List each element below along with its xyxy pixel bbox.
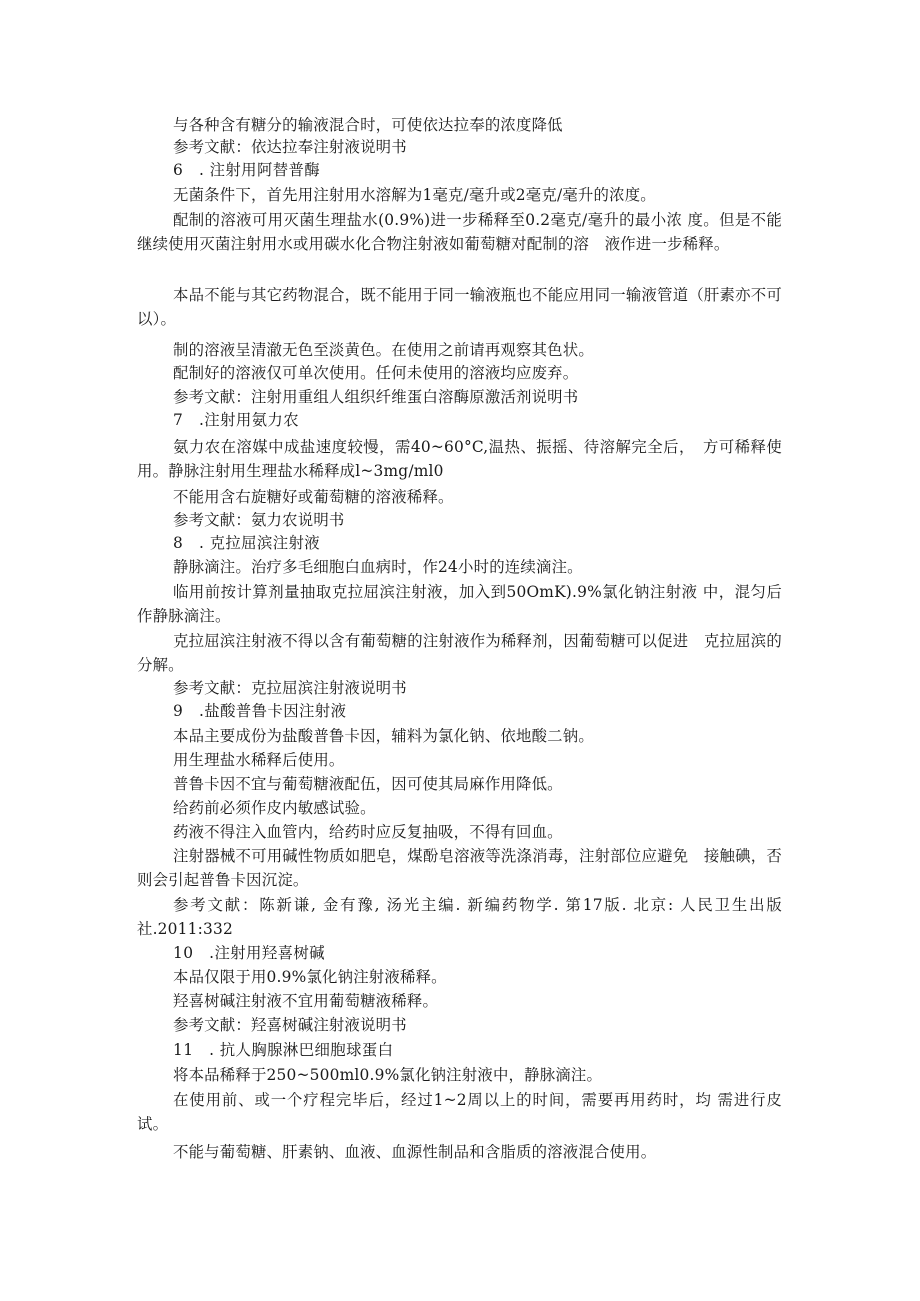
paragraph: 将本品稀释于250~500ml0.9%氯化钠注射液中，静脉滴注。 [173, 1066, 603, 1084]
paragraph: 在使用前、或一个疗程完毕后，经过1~2周以上的时间，需要再用药时，均 需进行皮试。 [137, 1091, 782, 1134]
paragraph: 临用前按计算剂量抽取克拉屈滨注射液，加入到50OmK).9%氯化钠注射液 中，混匀后作静脉滴注。 [137, 583, 782, 626]
section-heading: 10 .注射用羟喜树碱 [173, 944, 326, 962]
paragraph: 配制的溶液可用灭菌生理盐水(0.9%)进一步稀释至0.2毫克/毫升的最小浓 度。但是不能继续使用灭菌注射用水或用碳水化合物注射液如葡萄糖对配制的溶 液作进一步稀释。 [137, 211, 782, 254]
section-heading: 11 . 抗人胸腺淋巴细胞球蛋白 [173, 1041, 394, 1059]
paragraph: 注射器械不可用碱性物质如肥皂，煤酚皂溶液等洗涤消毒，注射部位应避免 接触碘，否则会引起普鲁卡因沉淀。 [137, 847, 782, 890]
paragraph: 氨力农在溶媒中成盐速度较慢，需40~60°C,温热、振摇、待溶解完全后， 方可稀释使用。静脉注射用生理盐水稀释成l~3mg/ml0 [137, 438, 782, 481]
section-heading: 9 .盐酸普鲁卡因注射液 [173, 702, 347, 720]
paragraph: 参考文献：羟喜树碱注射液说明书 [173, 1016, 407, 1034]
paragraph: 参考文献：克拉屈滨注射液说明书 [173, 679, 407, 697]
paragraph: 无菌条件下，首先用注射用水溶解为1毫克/毫升或2毫克/毫升的浓度。 [173, 186, 656, 204]
section-heading: 6 . 注射用阿替普酶 [173, 161, 321, 179]
paragraph: 用生理盐水稀释后使用。 [173, 751, 345, 769]
paragraph: 本品不能与其它药物混合，既不能用于同一输液瓶也不能应用同一输液管道（肝素亦不可以）。 [137, 286, 782, 329]
section-heading: 8 . 克拉屈滨注射液 [173, 534, 321, 552]
paragraph: 克拉屈滨注射液不得以含有葡萄糖的注射液作为稀释剂，因葡萄糖可以促进 克拉屈滨的分解。 [137, 632, 782, 675]
paragraph: 本品主要成份为盐酸普鲁卡因，辅料为氯化钠、依地酸二钠。 [173, 727, 594, 745]
paragraph: 不能与葡萄糖、肝素钠、血液、血源性制品和含脂质的溶液混合使用。 [173, 1143, 657, 1161]
paragraph: 药液不得注入血管内，给药时应反复抽吸，不得有回血。 [173, 823, 563, 841]
paragraph: 不能用含右旋糖好或葡萄糖的溶液稀释。 [173, 488, 454, 506]
paragraph: 配制好的溶液仅可单次使用。任何未使用的溶液均应废弃。 [173, 364, 579, 382]
paragraph: 参考文献：依达拉奉注射液说明书 [173, 138, 407, 156]
paragraph: 普鲁卡因不宜与葡萄糖液配伍，因可使其局麻作用降低。 [173, 775, 563, 793]
paragraph: 与各种含有糖分的输液混合时，可使依达拉奉的浓度降低 [173, 116, 563, 134]
section-heading: 7 .注射用氨力农 [173, 411, 300, 429]
paragraph: 参考文献：氨力农说明书 [173, 511, 345, 529]
paragraph: 制的溶液呈清澈无色至淡黄色。在使用之前请再观察其色状。 [173, 341, 594, 359]
paragraph: 羟喜树碱注射液不宜用葡萄糖液稀释。 [173, 992, 439, 1010]
paragraph: 参考文献：陈新谦, 金有豫, 汤光主编. 新编药物学. 第17版. 北京: 人民卫生出版 社.2011:332 [137, 896, 798, 939]
paragraph: 静脉滴注。治疗多毛细胞白血病时，作24小时的连续滴注。 [173, 558, 583, 576]
paragraph: 给药前必须作皮内敏感试验。 [173, 799, 376, 817]
paragraph: 本品仅限于用0.9%氯化钠注射液稀释。 [173, 968, 447, 986]
paragraph: 参考文献：注射用重组人组织纤维蛋白溶酶原激活剂说明书 [173, 388, 579, 406]
